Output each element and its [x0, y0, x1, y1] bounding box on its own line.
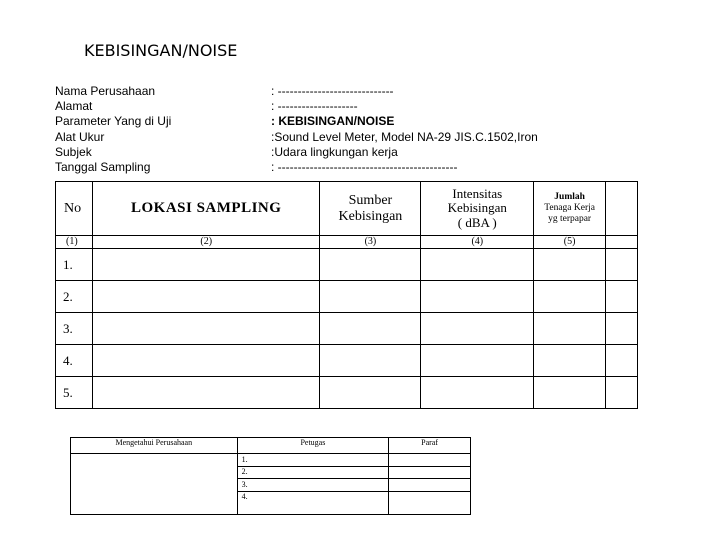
cell-sumber[interactable] [320, 313, 421, 345]
col-index: (5) [534, 236, 606, 249]
cell-blank [606, 313, 638, 345]
info-row-date [55, 160, 538, 175]
table-row [56, 313, 638, 345]
cell-lokasi[interactable] [92, 249, 320, 281]
cell-sumber[interactable] [320, 281, 421, 313]
table-row [56, 249, 638, 281]
info-row-subject [55, 145, 538, 160]
officer-cell[interactable]: 4. [237, 491, 389, 514]
row-number: 2. [56, 281, 93, 313]
cell-intensitas[interactable] [421, 377, 534, 409]
column-index-row [56, 236, 638, 249]
info-label: Alamat [55, 99, 93, 114]
cell-sumber[interactable] [320, 345, 421, 377]
header-paraf: Paraf [389, 438, 471, 454]
info-value: :Udara lingkungan kerja [271, 144, 398, 159]
header-mengetahui: Mengetahui Perusahaan [71, 438, 238, 454]
info-row-parameter [55, 114, 538, 129]
officer-cell[interactable]: 2. [237, 466, 389, 479]
info-row-instrument [55, 130, 538, 145]
col-index: (4) [421, 236, 534, 249]
info-value: : -------------------- [271, 99, 358, 114]
info-value: : --------------------------------------------- [271, 159, 458, 174]
paraf-cell[interactable] [389, 454, 471, 467]
cell-lokasi[interactable] [92, 377, 320, 409]
officer-cell[interactable]: 3. [237, 479, 389, 492]
header-jumlah-line1: Jumlah [554, 192, 585, 202]
paraf-cell[interactable] [389, 491, 471, 514]
info-label: Parameter Yang di Uji [55, 114, 172, 129]
info-label: Subjek [55, 144, 92, 159]
cell-jumlah[interactable] [534, 249, 606, 281]
cell-blank [606, 249, 638, 281]
cell-jumlah[interactable] [534, 281, 606, 313]
info-label: Nama Perusahaan [55, 84, 156, 98]
cell-lokasi[interactable] [92, 281, 320, 313]
cell-intensitas[interactable] [421, 281, 534, 313]
header-petugas: Petugas [237, 438, 389, 454]
row-number: 1. [56, 249, 93, 281]
cell-sumber[interactable] [320, 377, 421, 409]
header-blank [606, 182, 638, 236]
signature-header-row [71, 438, 471, 454]
page-title: KEBISINGAN/NOISE [84, 41, 238, 60]
info-value: :Sound Level Meter, Model NA-29 JIS.C.1502,Iron [271, 129, 538, 144]
cell-jumlah[interactable] [534, 377, 606, 409]
info-row-address [55, 99, 538, 114]
row-number: 3. [56, 313, 93, 345]
cell-jumlah[interactable] [534, 345, 606, 377]
header-jumlah-line2: Tenaga Kerja [544, 203, 595, 213]
col-index: (1) [56, 236, 93, 249]
col-index: (2) [92, 236, 320, 249]
table-row [56, 281, 638, 313]
col-index-blank [606, 236, 638, 249]
cell-blank [606, 345, 638, 377]
officer-cell[interactable]: 1. [237, 454, 389, 467]
header-jumlah-line3: yg terpapar [548, 214, 592, 224]
cell-intensitas[interactable] [421, 345, 534, 377]
header-intensitas [421, 182, 534, 236]
cell-lokasi[interactable] [92, 313, 320, 345]
cell-intensitas[interactable] [421, 313, 534, 345]
sampling-table [55, 181, 638, 409]
header-sumber [320, 182, 421, 236]
table-header-row [56, 182, 638, 236]
cell-jumlah[interactable] [534, 313, 606, 345]
info-value: : ----------------------------- [271, 84, 394, 98]
info-block [55, 84, 538, 175]
header-intensitas-line1: Intensitas [452, 185, 503, 201]
cell-blank [606, 281, 638, 313]
info-row-company [55, 84, 538, 99]
signature-table [70, 437, 471, 515]
info-label: Alat Ukur [55, 129, 105, 144]
row-number: 4. [56, 345, 93, 377]
info-value: : KEBISINGAN/NOISE [271, 114, 395, 129]
header-no: No [56, 182, 93, 236]
table-row [56, 377, 638, 409]
col-index: (3) [320, 236, 421, 249]
header-intensitas-line3: ( dBA ) [457, 214, 497, 230]
header-jumlah [534, 182, 606, 236]
paraf-cell[interactable] [389, 466, 471, 479]
table-row [56, 345, 638, 377]
company-signature-cell[interactable] [71, 454, 238, 515]
cell-intensitas[interactable] [421, 249, 534, 281]
cell-lokasi[interactable] [92, 345, 320, 377]
info-label: Tanggal Sampling [55, 159, 151, 174]
header-lokasi: LOKASI SAMPLING [92, 182, 320, 236]
row-number: 5. [56, 377, 93, 409]
header-sumber-line2: Kebisingan [338, 208, 403, 224]
cell-sumber[interactable] [320, 249, 421, 281]
header-intensitas-line2: Kebisingan [447, 200, 507, 216]
cell-blank [606, 377, 638, 409]
signature-row [71, 454, 471, 467]
paraf-cell[interactable] [389, 479, 471, 492]
header-sumber-line1: Sumber [348, 192, 393, 208]
